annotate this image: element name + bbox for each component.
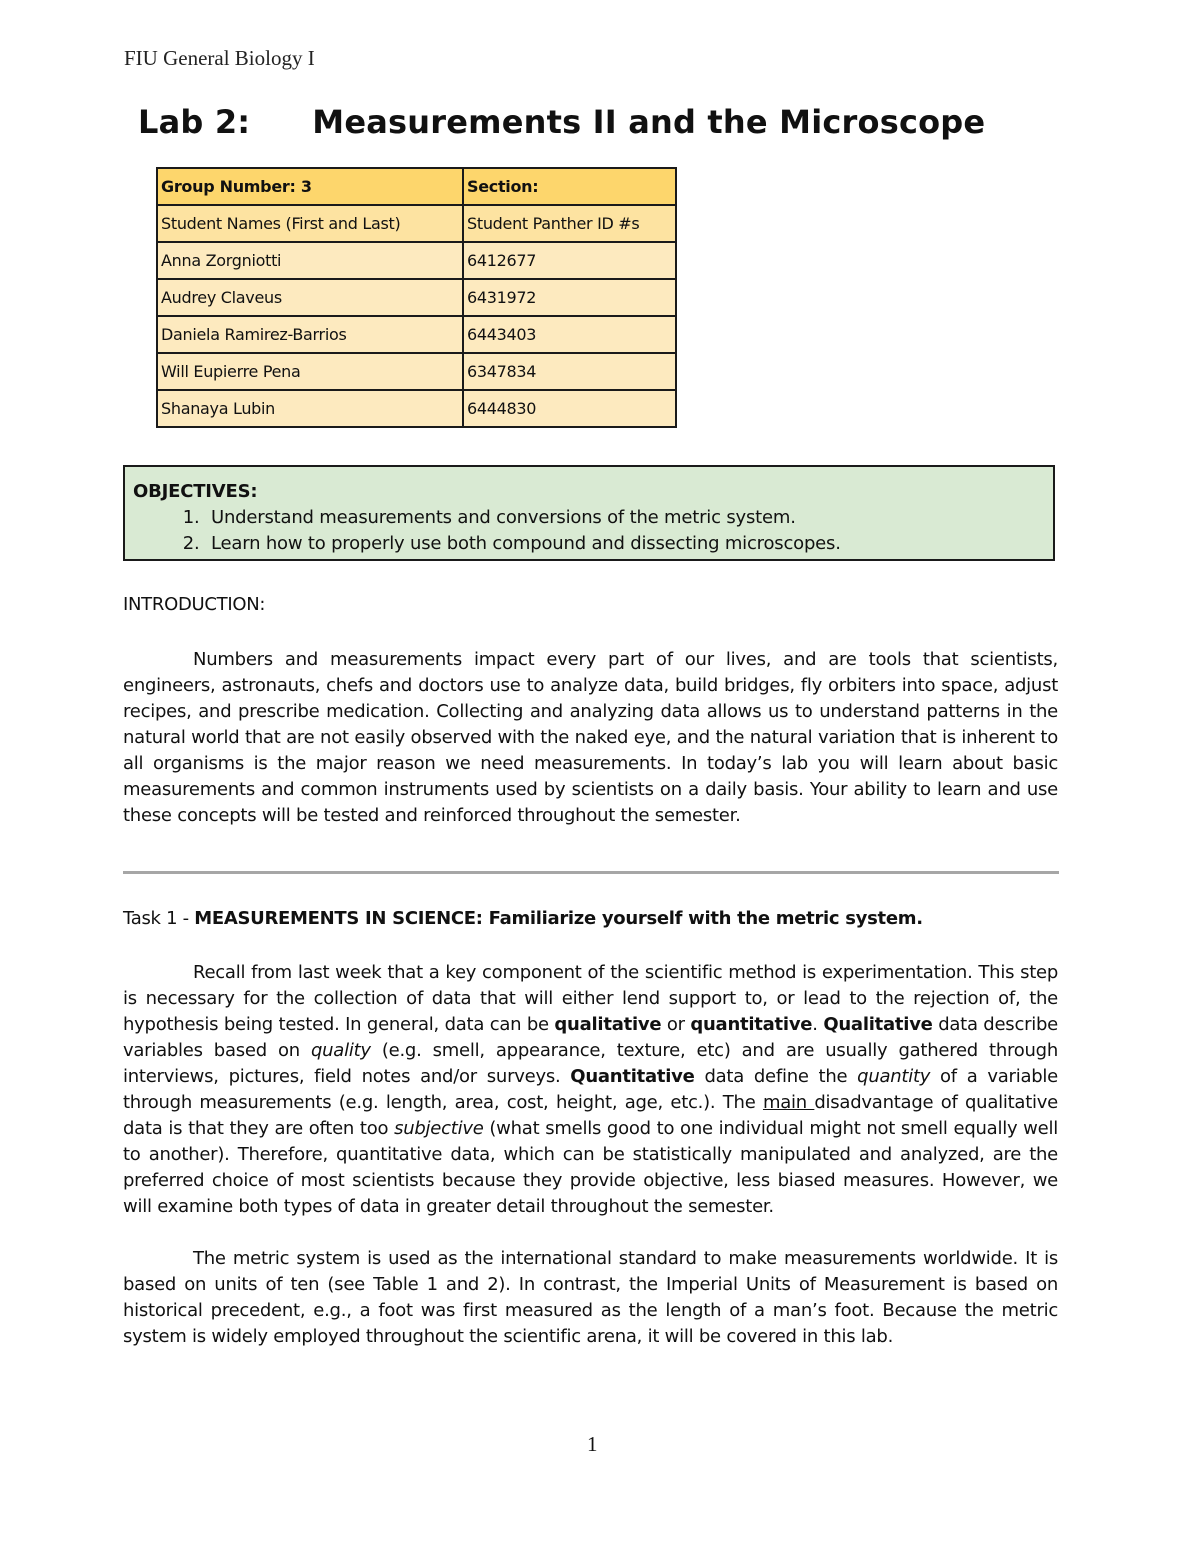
panther-id: 6444830	[463, 390, 676, 427]
objectives-box	[123, 465, 1055, 561]
table-row	[157, 242, 676, 279]
text-run: disadvantage of qualitative data is that they are often too	[123, 1092, 1058, 1139]
underlined-main: main	[762, 1092, 815, 1113]
course-header: FIU General Biology I	[124, 46, 315, 70]
student-name: Daniela Ramirez-Barrios	[157, 316, 463, 353]
term-qualitative-2: Qualitative	[823, 1014, 933, 1035]
text-run: data describe variables based on	[123, 1014, 1058, 1061]
term-quantitative-2: Quantitative	[570, 1066, 695, 1087]
introduction-text: Numbers and measurements impact every part of our lives, and are tools that scientists, engineers, astronauts, chefs and doctors use to analyze data, build bridges, fly orbiters into space, adjust recipes, and prescribe medication. Collecting and analyzing data allows us to understand patterns in the natural world that are not easily observed with the naked eye, and the natural variation that is inherent to all organisms is the major reason we need measurements. In today’s lab you will learn about basic measurements and common instruments used by scientists on a daily basis. Your ability to learn and use these concepts will be tested and reinforced throughout the semester.	[123, 649, 1058, 826]
task1-title: MEASUREMENTS IN SCIENCE: Familiarize yourself with the metric system.	[194, 908, 923, 929]
text-run: or	[661, 1014, 691, 1035]
group-table-column-row	[157, 205, 676, 242]
objectives-list	[133, 505, 1053, 557]
student-name: Anna Zorgniotti	[157, 242, 463, 279]
table-row	[157, 390, 676, 427]
task1-paragraph-1	[123, 960, 1058, 1220]
text-run: (what smells good to one individual might not smell equally well to another). Therefore, quantitative data, which can be statistically manipulated and analyzed, are the preferred choice of most scientists because they provide objective, less biased measures. However, we will examine both types of data in greater detail throughout the semester.	[123, 1118, 1058, 1217]
text-run: of a variable through measurements (e.g. length, area, cost, height, age, etc.). The	[123, 1066, 1058, 1113]
student-name: Audrey Claveus	[157, 279, 463, 316]
group-table-header-row	[157, 168, 676, 205]
emphasis-quality: quality	[310, 1040, 371, 1061]
page-title	[138, 103, 985, 141]
emphasis-subjective: subjective	[394, 1118, 484, 1139]
task1-paragraph-2	[123, 1246, 1058, 1350]
task1-paragraph-2-text: The metric system is used as the international standard to make measurements worldwide. It is based on units of ten (see Table 1 and 2). In contrast, the Imperial Units of Measurement is based on historical precedent, e.g., a foot was first measured as the length of a man’s foot. Because the metric system is widely employed throughout the scientific arena, it will be covered in this lab.	[123, 1248, 1058, 1347]
panther-id: 6431972	[463, 279, 676, 316]
emphasis-quantity: quantity	[857, 1066, 931, 1087]
panther-id: 6443403	[463, 316, 676, 353]
lab-number: Lab 2:	[138, 103, 251, 141]
introduction-heading: INTRODUCTION:	[123, 594, 266, 615]
student-name: Shanaya Lubin	[157, 390, 463, 427]
text-run: data define the	[694, 1066, 858, 1087]
term-quantitative: quantitative	[690, 1014, 813, 1035]
panther-id-header: Student Panther ID #s	[463, 205, 676, 242]
section-divider	[123, 871, 1059, 874]
introduction-paragraph	[123, 647, 1058, 829]
objectives-heading: OBJECTIVES:	[133, 481, 258, 502]
objective-item: 2. Learn how to properly use both compound and dissecting microscopes.	[205, 531, 1053, 557]
table-row	[157, 279, 676, 316]
table-row	[157, 353, 676, 390]
text-run: Recall from last week that a key component of the scientific method is experimentation. This step is necessary for the collection of data that will either lend support to, or lead to the rejection of, the hypothesis being tested. In general, data can be	[123, 962, 1058, 1035]
objective-item: 1. Understand measurements and conversions of the metric system.	[205, 505, 1053, 531]
text-run: (e.g. smell, appearance, texture, etc) and are usually gathered through interviews, pictures, field notes and/or surveys.	[123, 1040, 1058, 1087]
student-name: Will Eupierre Pena	[157, 353, 463, 390]
panther-id: 6412677	[463, 242, 676, 279]
group-number-cell: Group Number: 3	[157, 168, 463, 205]
panther-id: 6347834	[463, 353, 676, 390]
task1-heading	[123, 908, 923, 929]
student-names-header: Student Names (First and Last)	[157, 205, 463, 242]
term-qualitative: qualitative	[554, 1014, 662, 1035]
text-run: .	[812, 1014, 824, 1035]
task1-label: Task 1 -	[123, 908, 195, 929]
lab-name: Measurements II and the Microscope	[312, 103, 986, 141]
page-number: 1	[587, 1432, 598, 1456]
group-table	[156, 167, 677, 428]
table-row	[157, 316, 676, 353]
section-cell: Section:	[463, 168, 676, 205]
